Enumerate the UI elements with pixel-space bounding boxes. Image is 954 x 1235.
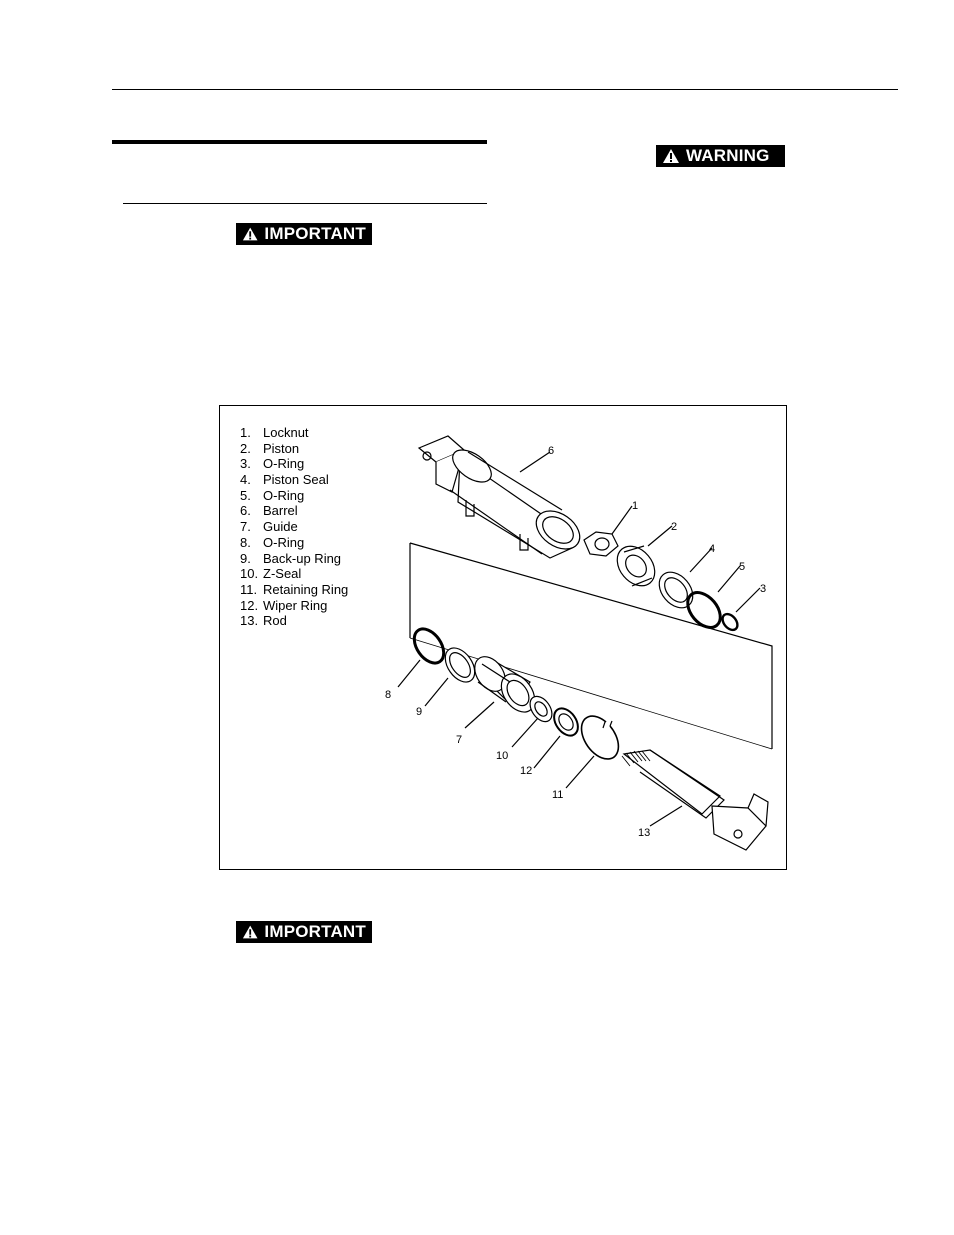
callout-10: 10 <box>496 750 509 762</box>
important-label-bottom: IMPORTANT <box>264 922 366 941</box>
section-heading-rule-thin <box>123 203 487 204</box>
legend-item: 9. Back-up Ring <box>240 550 342 566</box>
warning-badge <box>656 145 785 167</box>
callout-12: 12 <box>520 765 533 777</box>
header-rule <box>112 89 898 90</box>
retaining-ring-part <box>582 716 619 759</box>
alert-triangle-icon <box>662 148 680 164</box>
callout-1: 1 <box>632 500 639 512</box>
legend-item: 7. Guide <box>240 519 298 535</box>
section-heading-rule-thick <box>112 140 487 144</box>
exploded-view-drawing <box>220 406 786 869</box>
important-badge-bottom <box>236 921 372 943</box>
cylinder-parts-figure <box>219 405 787 870</box>
callout-9: 9 <box>416 706 423 718</box>
callout-5: 5 <box>739 561 746 573</box>
alert-triangle-icon <box>242 226 258 242</box>
legend-item: 8. O-Ring <box>240 534 305 550</box>
guide-line <box>410 543 772 749</box>
piston-seal-part <box>652 566 699 615</box>
legend-item: 2. Piston <box>240 440 300 456</box>
important-badge-top <box>236 223 372 245</box>
important-label-top: IMPORTANT <box>264 224 366 243</box>
locknut-part <box>584 532 618 556</box>
legend-item: 10. Z-Seal <box>240 566 302 582</box>
callout-7: 7 <box>456 734 463 746</box>
callout-11: 11 <box>552 789 564 801</box>
o-ring-3-part <box>720 611 741 633</box>
legend-item: 5. O-Ring <box>240 487 305 503</box>
callout-3: 3 <box>760 583 767 595</box>
o-ring-8-part <box>408 624 449 669</box>
warning-label: WARNING <box>686 146 770 165</box>
legend-item: 13. Rod <box>240 613 287 629</box>
legend-item: 3. O-Ring <box>240 456 305 472</box>
legend-item: 12. Wiper Ring <box>240 597 328 613</box>
callout-4: 4 <box>709 543 716 555</box>
alert-triangle-icon <box>242 924 258 940</box>
legend-item: 1. Locknut <box>240 425 309 440</box>
legend-item: 6. Barrel <box>240 503 298 519</box>
legend-item: 4. Piston Seal <box>240 472 329 488</box>
callout-8: 8 <box>385 689 392 701</box>
wiper-ring-part <box>549 704 583 740</box>
barrel-part <box>419 436 587 558</box>
callout-6: 6 <box>548 445 555 457</box>
callout-2: 2 <box>671 521 678 533</box>
legend-item: 11. Retaining Ring <box>240 581 349 597</box>
callout-13: 13 <box>638 827 651 839</box>
